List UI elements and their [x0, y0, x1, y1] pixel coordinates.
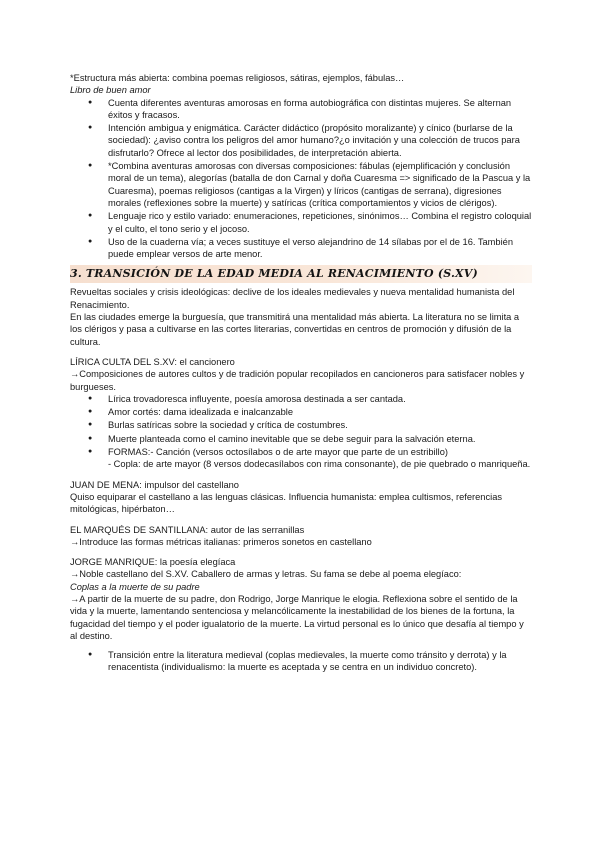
- section-paragraph: En las ciudades emerge la burguesía, que transmitirá una mentalidad más abierta. La literatura no se limita a los clérigos y pasa a cultivarse en las cortes literarias, convertidas en centros de promoción y difusión de la cultura.: [70, 312, 520, 347]
- manrique-bullet-list: [70, 649, 532, 674]
- santillana-title: EL MARQUÉS DE SANTILLANA: autor de las serranillas: [70, 524, 305, 535]
- list-item: ● Amor cortés: dama idealizada e inalcanzable: [70, 406, 532, 418]
- list-item: ● Transición entre la literatura medieval (coplas medievales, la muerte como tránsito y derrota) y la renacentista (individualismo: la muerte es aceptada y se centra en un individuo concreto).: [70, 649, 532, 674]
- mena-title: JUAN DE MENA: impulsor del castellano: [70, 479, 239, 490]
- document-page: [70, 72, 532, 675]
- lirica-arrow-line: →Composiciones de autores cultos y de tradición popular recopilados en cancioneros para satisfacer nobles y burgueses.: [70, 369, 525, 392]
- list-item: ● Lírica trovadoresca influyente, poesía amorosa destinada a ser cantada.: [70, 393, 532, 405]
- intro-line: *Estructura más abierta: combina poemas religiosos, sátiras, ejemplos, fábulas…: [70, 73, 405, 83]
- santillana-text: →Introduce las formas métricas italianas: primeros sonetos en castellano: [70, 536, 372, 547]
- list-item: [70, 446, 532, 471]
- list-item: ● Muerte planteada como el camino inevitable que se debe seguir para la salvación eterna.: [70, 433, 532, 445]
- book-title: Libro de buen amor: [70, 85, 151, 96]
- manrique-work-title: Coplas a la muerte de su padre: [70, 581, 200, 592]
- list-item: ● *Combina aventuras amorosas con diversas composiciones: fábulas (ejemplificación y conclusión moral de un tema), alegorías (batalla de don Carnal y doña Cuaresma => significado de la Pascua y la Cuaresma), poemas religiosos (cantigas a la Virgen) y líricos (cantigas de serrana), digresiones morales (reflexiones sobre la muerte) y satíricas (crítica comportamientos y vicios de clérigos).: [70, 160, 532, 209]
- formas-line: FORMAS:- Canción (versos octosílabos o de arte mayor que parte de un estribillo): [108, 447, 449, 458]
- formas-sub-line: - Copla: de arte mayor (8 versos dodecasílabos con rima consonante), de pie quebrado o manriqueña.: [108, 459, 531, 470]
- book-bullet-list: [70, 97, 532, 261]
- section-paragraph: Revueltas sociales y crisis ideológicas: declive de los ideales medievales y nueva mentalidad humanista del Renacimiento.: [70, 287, 515, 310]
- lirica-bullet-list: [70, 393, 532, 471]
- list-item: ● Uso de la cuaderna vía; a veces sustituye el verso alejandrino de 14 sílabas por el de 16. También puede emplear versos de arte menor.: [70, 236, 532, 261]
- mena-text: Quiso equiparar el castellano a las lenguas clásicas. Influencia humanista: emplea cultismos, referencias mitológicas, hipérbaton…: [70, 491, 503, 515]
- manrique-paragraph: →A partir de la muerte de su padre, don Rodrigo, Jorge Manrique le elogia. Reflexiona sobre el sentido de la vida y la muerte, lamentando sentenciosa y melancólicamente la inestabilidad de los bienes de la fortuna, la fugacidad del tiempo y el poder igualatorio de la muerte. La virtud personal es lo único que desafía al tiempo y al destino.: [70, 593, 524, 641]
- list-item: ● Cuenta diferentes aventuras amorosas en forma autobiográfica con distintas mujeres. Se alternan éxitos y fracasos.: [70, 97, 532, 122]
- spacer: [70, 642, 532, 649]
- list-item: ● Burlas satíricas sobre la sociedad y crítica de costumbres.: [70, 419, 532, 431]
- list-item: ● Lenguaje rico y estilo variado: enumeraciones, repeticiones, sinónimos… Combina el registro coloquial y el culto, el tono serio y el jocoso.: [70, 210, 532, 235]
- list-item: ● Intención ambigua y enigmática. Carácter didáctico (propósito moralizante) y cínico (burlarse de la sociedad): ¿aviso contra los peligros del amor humano?¿o invitación y una colección de trucos para disfrutarlo? Ofrece al lector dos posibilidades, de interpretación abierta.: [70, 122, 532, 159]
- manrique-title: JORGE MANRIQUE: la poesía elegíaca: [70, 557, 236, 568]
- lirica-title: LÍRICA CULTA DEL S.XV: el cancionero: [70, 356, 235, 367]
- manrique-line: →Noble castellano del S.XV. Caballero de armas y letras. Su fama se debe al poema elegíaco:: [70, 569, 462, 580]
- section-heading: 3. TRANSICIÓN DE LA EDAD MEDIA AL RENACIMIENTO (S.XV): [70, 265, 532, 283]
